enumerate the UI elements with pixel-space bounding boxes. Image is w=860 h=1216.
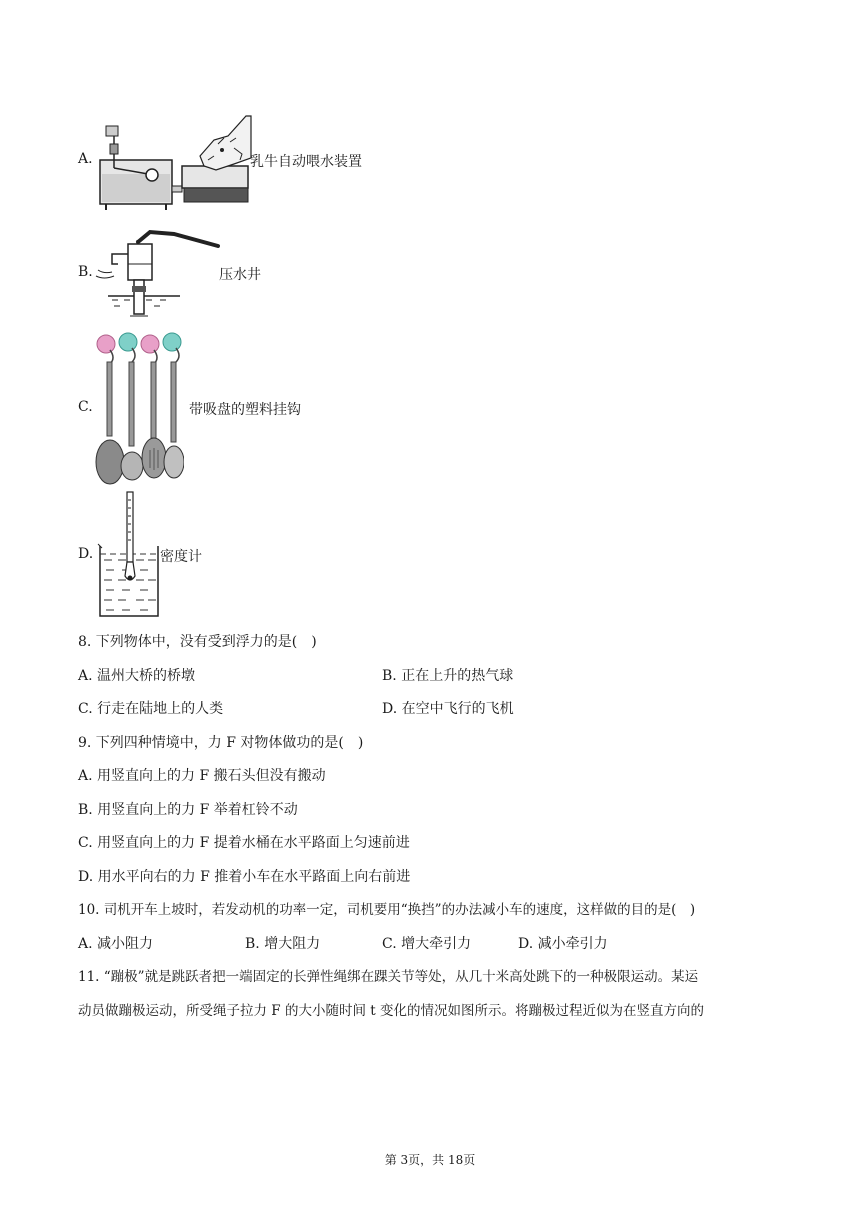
q11-line-2: 动员做蹦极运动，所受绳子拉力 F 的大小随时间 t 变化的情况如图所示。将蹦极过程近似为在竖直方向的 (78, 1003, 704, 1019)
q8-stem: 8. 下列物体中，没有受到浮力的是( ) (78, 634, 317, 650)
cow-drinking-trough-figure (96, 108, 252, 212)
q10-option-b: B. 增大阻力 (245, 936, 321, 952)
option-c-caption: 带吸盘的塑料挂钩 (189, 402, 301, 418)
hydrometer-figure (96, 490, 162, 620)
option-a-caption: 乳牛自动喂水装置 (250, 154, 362, 170)
option-a-letter: A. (78, 151, 93, 167)
option-b-caption: 压水井 (219, 267, 261, 283)
q9-stem: 9. 下列四种情境中，力 F 对物体做功的是( ) (78, 735, 364, 751)
option-d-letter: D. (78, 546, 94, 562)
q8-option-a: A. 温州大桥的桥墩 (78, 668, 196, 684)
q10-option-c: C. 增大牵引力 (382, 936, 472, 952)
page-footer: 第 3页，共 18页 (384, 1153, 476, 1167)
hand-water-pump-figure (94, 224, 220, 322)
q10-option-d: D. 减小牵引力 (518, 936, 608, 952)
option-c-letter: C. (78, 399, 93, 415)
q10-stem: 10. 司机开车上坡时，若发动机的功率一定，司机要用“换挡”的办法减小车的速度，这样做的目的是( ) (78, 902, 696, 918)
q8-option-d: D. 在空中飞行的飞机 (382, 701, 514, 717)
q9-option-d: D. 用水平向右的力 F 推着小车在水平路面上向右前进 (78, 869, 411, 885)
option-d-caption: 密度计 (160, 549, 202, 565)
q8-option-c: C. 行走在陆地上的人类 (78, 701, 224, 717)
q8-option-b: B. 正在上升的热气球 (382, 668, 514, 684)
q11-line-1: 11. “蹦极”就是跳跃者把一端固定的长弹性绳绑在踝关节等处，从几十米高处跳下的一种极限运动。某运 (78, 969, 699, 985)
q9-option-a: A. 用竖直向上的力 F 搬石头但没有搬动 (78, 768, 326, 784)
q9-option-b: B. 用竖直向上的力 F 举着杠铃不动 (78, 802, 298, 818)
q9-option-c: C. 用竖直向上的力 F 提着水桶在水平路面上匀速前进 (78, 835, 410, 851)
suction-hooks-figure (94, 328, 184, 488)
option-b-letter: B. (78, 264, 93, 280)
q10-option-a: A. 减小阻力 (78, 936, 154, 952)
